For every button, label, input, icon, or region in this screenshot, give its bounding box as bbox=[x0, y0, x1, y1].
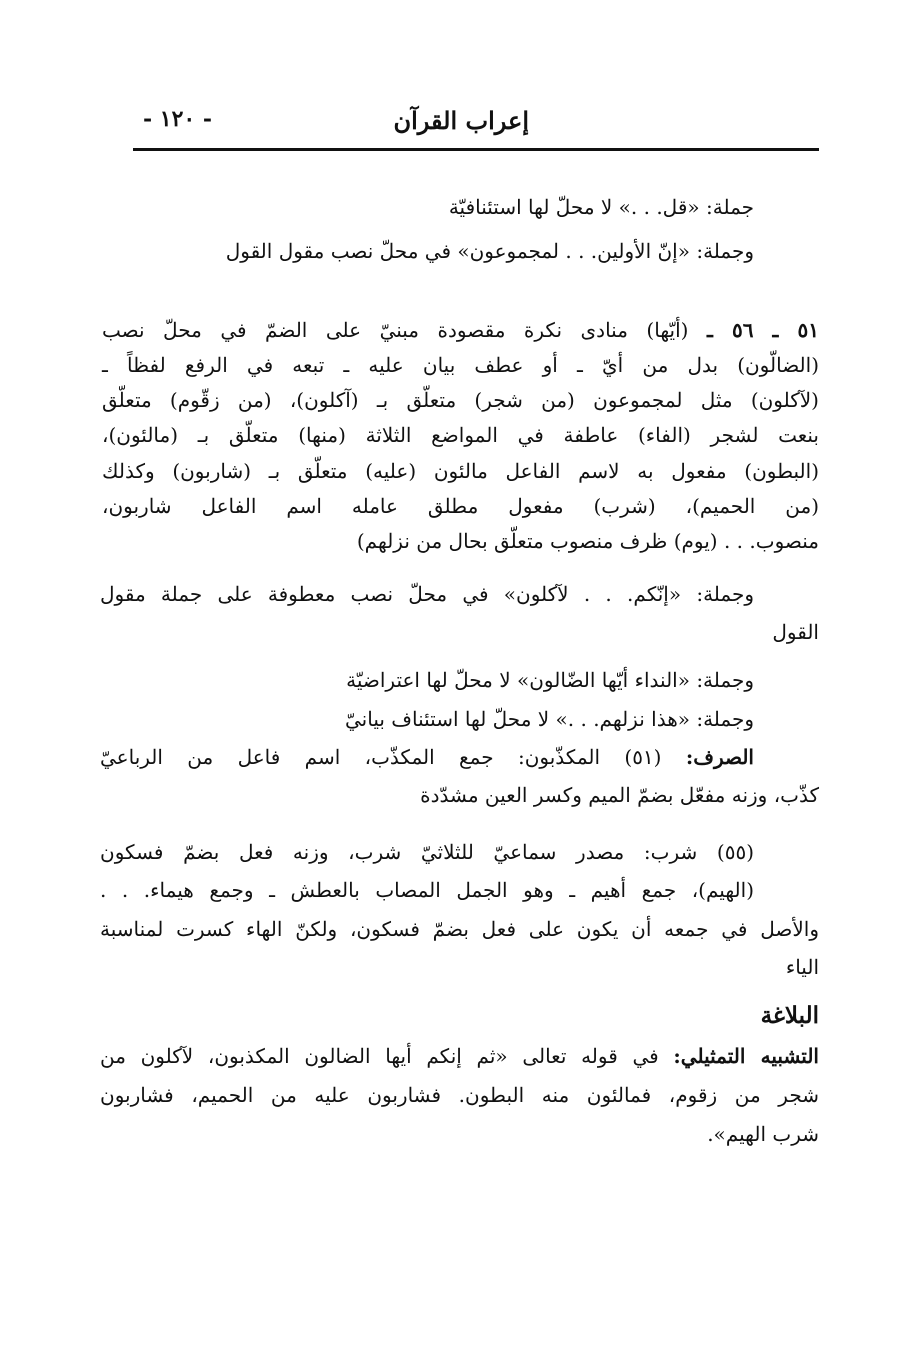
text-line bbox=[100, 1040, 819, 1072]
text-line bbox=[100, 741, 754, 773]
text-line: القول bbox=[772, 620, 819, 644]
text-line: (من الحميم)، (شرب) مفعول مطلق عامله اسم الفاعل شاربون، bbox=[102, 494, 819, 518]
page-header bbox=[133, 102, 819, 151]
text-line: وجملة: «النداء أيّها الضّالون» لا محلّ لها اعتراضيّة bbox=[346, 668, 754, 692]
text-line: (٥٥) شرب: مصدر سماعيّ للثلاثيّ شرب، وزنه فعل بضمّ فسكون bbox=[100, 840, 754, 864]
line-body: (٥١) المكذّبون: جمع المكذّب، اسم فاعل من الرباعيّ bbox=[100, 745, 662, 769]
page-title: إعراب القرآن bbox=[393, 106, 529, 135]
text-line: (الهيم)، جمع أهيم ـ وهو الجمل المصاب بالعطش ـ وجمع هيماء. . . bbox=[100, 878, 754, 902]
text-line: منصوب. . . (يوم) ظرف منصوب متعلّق بحال من نزلهم) bbox=[356, 529, 819, 553]
page-number: - ١٢٠ - bbox=[143, 106, 213, 132]
text-line: وجملة: «إنّ الأولين. . . لمجموعون» في محلّ نصب مقول القول bbox=[225, 239, 754, 263]
rhetoric-label: التشبيه التمثيلي: bbox=[673, 1044, 819, 1068]
text-line: الياء bbox=[785, 955, 819, 979]
morphology-label: الصرف: bbox=[685, 745, 754, 769]
text-line: وجملة: «هذا نزلهم. . .» لا محلّ لها استئناف بيانيّ bbox=[344, 707, 754, 731]
text-line: (البطون) مفعول به لاسم الفاعل مالئون (عليه) متعلّق بـ (شاربون) وكذلك bbox=[102, 459, 819, 483]
text-line: شجر من زقوم، فمالئون منه البطون. فشاربون عليه من الحميم، فشاربون bbox=[100, 1083, 819, 1107]
section-heading: البلاغة bbox=[760, 1002, 819, 1029]
text-line bbox=[102, 314, 819, 346]
text-line: شرب الهيم». bbox=[707, 1122, 819, 1146]
text-line: وجملة: «إنّكم. . . لآكلون» في محلّ نصب معطوفة على جملة مقول bbox=[100, 582, 754, 606]
verse-range-label: ٥١ ـ ٥٦ ـ bbox=[706, 318, 819, 342]
text-line: (لآكلون) مثل لمجموعون (من شجر) متعلّق بـ (آكلون)، (من زقّوم) متعلّق bbox=[102, 388, 819, 412]
text-line: كذّب، وزنه مفعّل بضمّ الميم وكسر العين مشدّدة bbox=[420, 783, 819, 807]
text-line: جملة: «قل. . .» لا محلّ لها استئنافيّة bbox=[448, 195, 754, 219]
line-body: (أيّها) منادى نكرة مقصودة مبنيّ على الضمّ في محلّ نصب bbox=[102, 318, 689, 342]
text-line: بنعت لشجر (الفاء) عاطفة في المواضع الثلاثة (منها) متعلّق بـ (مالئون)، bbox=[102, 423, 820, 447]
text-line: (الضالّون) بدل من أيّ ـ أو عطف بيان عليه ـ تبعه في الرفع لفظاً ـ bbox=[102, 353, 819, 377]
line-body: في قوله تعالى «ثم إنكم أيها الضالون المكذبون، لآكلون من bbox=[100, 1044, 659, 1068]
text-line: والأصل في جمعه أن يكون على فعل بضمّ فسكون، ولكنّ الهاء كسرت لمناسبة bbox=[100, 917, 819, 941]
